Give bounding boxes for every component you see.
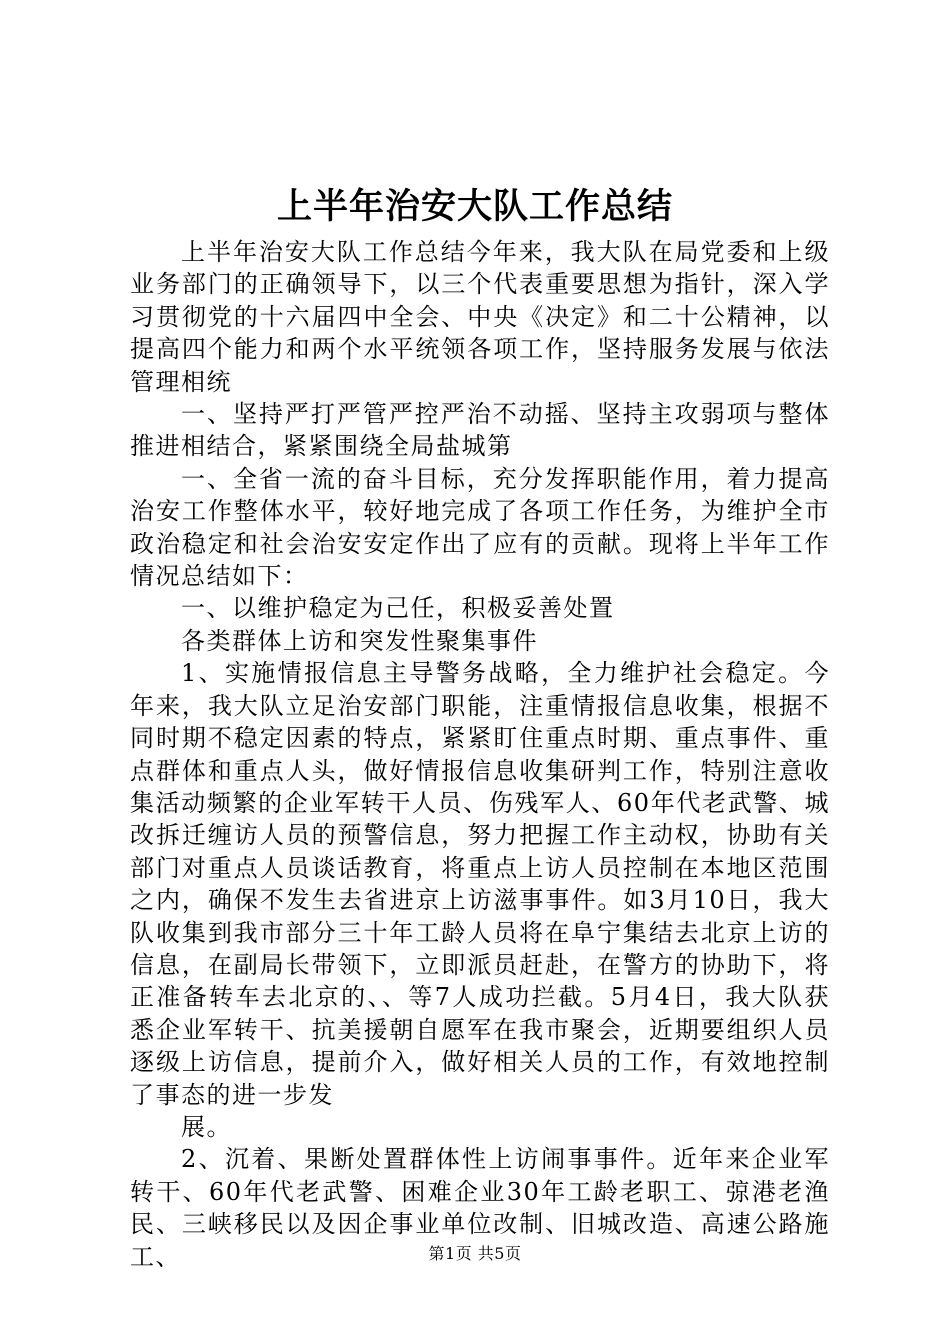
paragraph: 一、以维护稳定为己任，积极妥善处置 bbox=[181, 594, 615, 623]
paragraph: 上半年治安大队工作总结今年来，我大队在局党委和上级业务部门的正确领导下，以三个代表重要思想为指针，深入学习贯彻党的十六届四中全会、中央《决定》和二十公精神，以提高四个能力和两个水平统领各项工作，坚持服务发展与依法管理相统 bbox=[130, 238, 830, 396]
page-number-footer: 第1页 共5页 bbox=[428, 1244, 522, 1263]
paragraph: 各类群体上访和突发性聚集事件 bbox=[181, 626, 538, 655]
paragraph: 2、沉着、果断处置群体性上访闹事事件。近年来企业军转干、60年代老武警、困难企业30年工龄老职工、弶港老渔民、三峡移民以及因企事业单位改制、旧城改造、高速公路施工、 bbox=[130, 1145, 830, 1271]
paragraph: 一、坚持严打严管严控严治不动摇、坚持主攻弱项与整体推进相结合，紧紧围绕全局盐城第 bbox=[130, 400, 830, 461]
paragraph: 展。 bbox=[181, 1112, 232, 1141]
paragraph: 一、全省一流的奋斗目标，充分发挥职能作用，着力提高治安工作整体水平，较好地完成了各项工作任务，为维护全市政治稳定和社会治安安定作出了应有的贡献。现将上半年工作情况总结如下： bbox=[130, 464, 830, 591]
document-body bbox=[130, 236, 830, 1273]
paragraph: 1、实施情报信息主导警务战略，全力维护社会稳定。今年来，我大队立足治安部门职能，注重情报信息收集，根据不同时期不稳定因素的特点，紧紧盯住重点时期、重点事件、重点群体和重点人头，做好情报信息收集研判工作，特别注意收集活动频繁的企业军转干人员、伤残军人、60年代老武警、城改拆迁缠访人员的预警信息，努力把握工作主动权，协助有关部门对重点人员谈话教育，将重点上访人员控制在本地区范围之内，确保不发生去省进京上访滋事事件。如3月10日，我大队收集到我市部分三十年工龄人员将在阜宁集结去北京上访的信息，在副局长带领下，立即派员赶赴，在警方的协助下，将正准备转车去北京的、、等7人成功拦截。5月4日，我大队获悉企业军转干、抗美援朝自愿军在我市聚会，近期要组织人员逐级上访信息，提前介入，做好相关人员的工作，有效地控制了事态的进一步发 bbox=[130, 659, 830, 1109]
document-title: 上半年治安大队工作总结 bbox=[276, 186, 673, 227]
